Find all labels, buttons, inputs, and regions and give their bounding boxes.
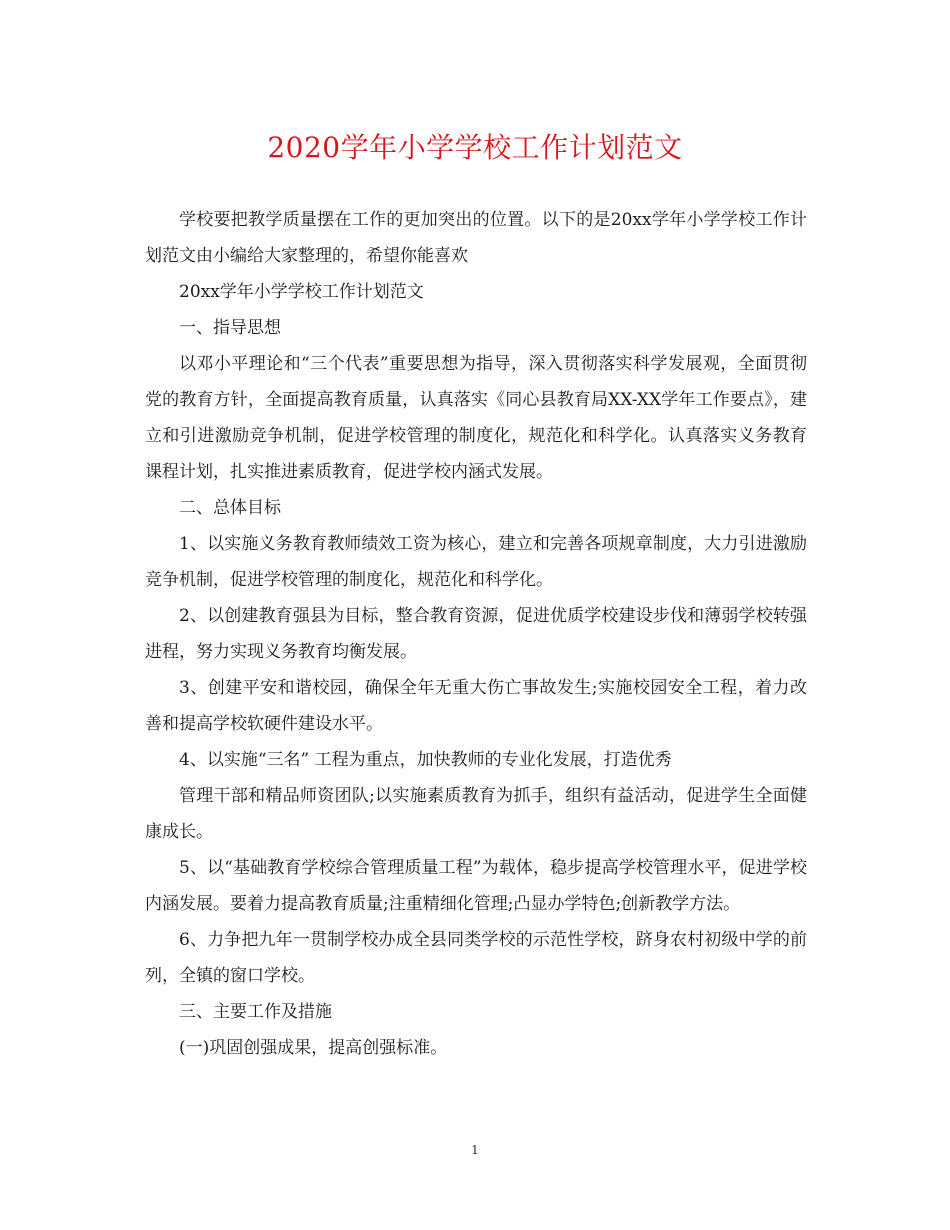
page-number: 1	[471, 1143, 479, 1157]
goal-item-4-continued: 管理干部和精品师资团队;以实施素质教育为抓手，组织有益活动，促进学生全面健康成长。	[145, 786, 807, 842]
document-body	[145, 202, 807, 1066]
section-heading-3: 三、主要工作及措施	[179, 1002, 332, 1022]
goal-item-2: 2、以创建教育强县为目标，整合教育资源，促进优质学校建设步伐和薄弱学校转强进程，努力实现义务教育均衡发展。	[145, 606, 807, 662]
goal-item-1: 1、以实施义务教育教师绩效工资为核心，建立和完善各项规章制度，大力引进激励竞争机制，促进学校管理的制度化，规范化和科学化。	[145, 534, 807, 590]
section-heading-2: 二、总体目标	[179, 498, 281, 518]
subtitle-paragraph: 20xx学年小学学校工作计划范文	[179, 282, 424, 302]
goal-item-3: 3、创建平安和谐校园，确保全年无重大伤亡事故发生;实施校园安全工程，着力改善和提高学校软硬件建设水平。	[145, 678, 807, 734]
goal-item-5: 5、以“基础教育学校综合管理质量工程”为载体，稳步提高学校管理水平，促进学校内涵发展。要着力提高教育质量;注重精细化管理;凸显办学特色;创新教学方法。	[145, 858, 807, 914]
goal-item-4: 4、以实施“三名” 工程为重点，加快教师的专业化发展，打造优秀	[179, 750, 672, 770]
document-title: 2020学年小学学校工作计划范文	[267, 131, 683, 164]
measure-item-1: (一)巩固创强成果，提高创强标准。	[179, 1038, 448, 1058]
section-1-paragraph: 以邓小平理论和“三个代表”重要思想为指导，深入贯彻落实科学发展观，全面贯彻党的教育方针，全面提高教育质量，认真落实《同心县教育局XX-XX学年工作要点》，建立和引进激励竞争机制，促进学校管理的制度化，规范化和科学化。认真落实义务教育课程计划，扎实推进素质教育，促进学校内涵式发展。	[145, 354, 807, 482]
goal-item-6: 6、力争把九年一贯制学校办成全县同类学校的示范性学校，跻身农村初级中学的前列，全镇的窗口学校。	[145, 930, 807, 986]
intro-paragraph: 学校要把教学质量摆在工作的更加突出的位置。以下的是20xx学年小学学校工作计划范文由小编给大家整理的，希望你能喜欢	[145, 210, 807, 266]
section-heading-1: 一、指导思想	[179, 318, 281, 338]
